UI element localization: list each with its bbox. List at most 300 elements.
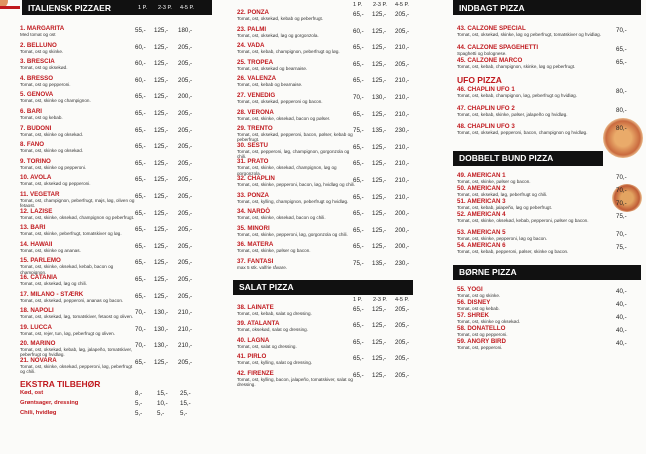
item-title: AMERICAN 6 <box>467 242 506 249</box>
size-label-3: 4-5 P. <box>180 4 194 11</box>
price-1: 65,- <box>353 355 364 363</box>
ufo-pizza-title: UFO PIZZA <box>457 75 502 85</box>
menu-item <box>0 257 212 274</box>
menu-item <box>233 337 445 354</box>
item-description: Tomat, ost, kebab, salat og dressing. <box>237 310 312 316</box>
price-1: 60,- <box>135 76 146 84</box>
menu-item <box>233 142 445 159</box>
item-number: 17. <box>20 290 29 298</box>
price-2: 130,- <box>154 309 169 317</box>
item-description: Tomat, ost, skinke, pepperoni, bacon, løg, hvidløg og chili. <box>237 181 355 187</box>
item-description: Tomat, ost, skinke, oksekød, bacon og pølser. <box>237 115 331 121</box>
price-3: 210,- <box>178 309 193 317</box>
salat-pizza-title: SALAT PIZZA <box>239 282 294 292</box>
item-title: MILANO - STÆRK <box>30 290 84 298</box>
item-description: Tomat, ost, kebab, pepperoni, pølser, skinke og bacon. <box>457 249 569 254</box>
price-2: 125,- <box>154 242 169 250</box>
item-description: Tomat, ost, rejer, tun, løg, peberfrugt og oliven. <box>20 330 115 336</box>
item-description: Tomat, ost, skinke, oksekød, champignon og peberfrugt. <box>20 214 135 220</box>
menu-item <box>453 299 643 312</box>
italian-pizza-title: ITALIENSK PIZZAER <box>28 2 111 13</box>
item-number: 43. <box>457 25 466 32</box>
size-label-3: 4-5 P. <box>395 296 409 303</box>
right-pizza-column <box>453 0 643 351</box>
item-name <box>237 26 445 33</box>
size-label-1: 1 P. <box>138 4 148 11</box>
item-number: 9. <box>20 157 26 165</box>
menu-item <box>233 125 445 142</box>
middle-pizza-column <box>233 0 445 386</box>
salat-size-labels <box>233 295 445 304</box>
price-1: 70,- <box>135 325 146 333</box>
item-number: 50. <box>457 184 466 192</box>
item-description: Tomat, ost, oksekød, skinke, løg og peberfrugt, tomatskiver og hvidløg. <box>457 32 601 37</box>
price-1: 65,- <box>353 143 364 151</box>
item-title: FANTASI <box>247 257 274 265</box>
menu-item <box>453 123 643 142</box>
size-label-2: 2-3 P. <box>373 2 387 8</box>
item-description: Tomat, ost og pepperoni. <box>457 331 508 337</box>
menu-item <box>233 192 445 209</box>
item-name <box>237 370 445 377</box>
item-description: Tomat, ost, pepperoni, løg, champignon, gorgonzola og chili. <box>237 148 350 159</box>
menu-item <box>453 185 643 198</box>
item-number: 6. <box>20 107 26 115</box>
item-title: AMERICAN 1 <box>467 171 506 179</box>
item-number: 31. <box>237 158 246 166</box>
item-title: LAGNA <box>247 336 270 344</box>
item-number: 39. <box>237 320 246 328</box>
price-3: 205,- <box>395 27 410 35</box>
price-2: 130,- <box>154 325 169 333</box>
item-description: Tomat, ost, oksekød, løg og chili. <box>20 280 87 286</box>
item-number: 3. <box>20 58 26 66</box>
item-description: Tomat, ost, oksekød, løg og gorgonzola. <box>237 32 319 38</box>
item-description: Tomat, ost, oksekød, pepperoni og bacon. <box>237 98 323 104</box>
price-3: 205,- <box>395 355 410 363</box>
price-3: 205,- <box>178 192 193 200</box>
price-2: 125,- <box>154 159 169 167</box>
item-description: Tomat, ost, kebab og bearnaise. <box>237 82 303 88</box>
price-1: 65,- <box>135 159 146 167</box>
price-3: 210,- <box>178 325 193 333</box>
price-1: 65,- <box>353 210 364 218</box>
price-3: 205,- <box>178 358 193 366</box>
item-number: 21. <box>20 356 29 364</box>
price-2: 125,- <box>372 371 387 379</box>
menu-item <box>0 125 212 142</box>
item-description: Spaghetti og bolognese. <box>457 50 507 56</box>
item-number: 8. <box>20 141 26 149</box>
size-label-1: 1 P. <box>353 2 363 8</box>
item-number: 41. <box>237 353 246 361</box>
item-description: Tomat, ost, oksekød, pepperoni, bacon, pølser, kebab og peberfrugt. <box>237 132 353 143</box>
item-number: 45. <box>457 56 466 64</box>
item-name <box>237 109 445 116</box>
born-pizza-header <box>453 265 641 280</box>
item-title: PALMI <box>247 25 267 33</box>
item-description: Tomat, ost, skinke og oksekød. <box>457 318 521 324</box>
price-2: 125,- <box>372 338 387 346</box>
menu-item <box>0 191 212 208</box>
extra-price-3: 15,- <box>180 400 191 408</box>
menu-item <box>233 304 445 321</box>
item-title: MATERA <box>247 241 274 249</box>
price-3: 205,- <box>178 209 193 217</box>
menu-item <box>233 353 445 370</box>
item-title: HAWAII <box>30 240 53 248</box>
price: 70,- <box>616 199 627 207</box>
item-description: Tomat, ost, skinke, oksekød, kebab, pepperoni, pølser og bacon. <box>457 217 589 223</box>
size-label-3: 4-5 P. <box>395 2 409 8</box>
price-3: 210,- <box>395 176 410 184</box>
price-2: 125,- <box>154 192 169 200</box>
item-number: 11. <box>20 190 29 198</box>
price-1: 65,- <box>353 77 364 85</box>
italian-pizza-header <box>22 0 212 15</box>
item-description: Tomat, ost, skinke og ananas. <box>20 247 81 253</box>
item-title: MARINO <box>30 340 56 348</box>
price-3: 205,- <box>178 126 193 134</box>
price-2: 125,- <box>154 209 169 217</box>
price-2: 125,- <box>154 60 169 68</box>
price-1: 65,- <box>135 226 146 234</box>
item-number: 51. <box>457 197 466 205</box>
price-1: 65,- <box>135 275 146 283</box>
menu-item <box>0 357 212 374</box>
menu-item <box>453 44 643 57</box>
price-3: 205,- <box>395 371 410 379</box>
price-3: 205,- <box>395 60 410 68</box>
price-1: 60,- <box>135 43 146 51</box>
price-3: 230,- <box>395 127 410 135</box>
price-2: 130,- <box>372 93 387 101</box>
item-number: 44. <box>457 43 466 51</box>
salat-pizza-header <box>233 280 413 295</box>
item-title: LAINATE <box>247 303 274 311</box>
item-title: YOGI <box>467 285 483 293</box>
price-3: 205,- <box>178 43 193 51</box>
middle-pizza-list <box>233 9 445 275</box>
item-description: Tomat, ost, kylling, bacon, jalapeño, tomatskiver, salat og dressing. <box>237 376 353 388</box>
price-1: 65,- <box>353 371 364 379</box>
item-description: Tomat, ost og pepperoni. <box>20 81 71 87</box>
price-2: 125,- <box>372 11 387 18</box>
item-number: 22. <box>237 9 246 16</box>
menu-item <box>0 307 212 324</box>
price-1: 65,- <box>353 176 364 184</box>
price-2: 125,- <box>372 143 387 151</box>
menu-item <box>233 109 445 126</box>
item-title: PONZA <box>247 191 269 199</box>
extra-price-3: 25,- <box>180 390 191 398</box>
price-2: 125,- <box>154 259 169 267</box>
born-pizza-title: BØRNE PIZZA <box>459 267 517 277</box>
menu-item <box>0 274 212 291</box>
menu-item <box>233 42 445 59</box>
item-title: NARDÒ <box>247 208 271 216</box>
item-number: 56. <box>457 298 466 306</box>
item-number: 4. <box>20 74 26 82</box>
menu-item <box>233 75 445 92</box>
item-description: Tomat, ost, skinke, pølser og bacon. <box>237 248 311 254</box>
menu-item <box>233 158 445 175</box>
price-1: 65,- <box>353 60 364 68</box>
item-name <box>237 125 445 135</box>
item-number: 32. <box>237 174 246 182</box>
size-label-2: 2-3 P. <box>158 4 172 11</box>
item-number: 38. <box>237 303 246 311</box>
dobbelt-pizza-header <box>453 151 603 166</box>
item-number: 5. <box>20 91 26 99</box>
menu-item <box>453 198 643 211</box>
item-title: FANO <box>26 141 45 149</box>
item-title: AMERICAN 2 <box>467 184 506 192</box>
price-3: 200,- <box>178 93 193 101</box>
price-2: 135,- <box>372 127 387 135</box>
price-3: 205,- <box>178 292 193 300</box>
item-description: Tomat, ost og kebab. <box>20 114 63 120</box>
item-description: Med tomat og ost <box>20 32 56 37</box>
item-name <box>237 142 445 149</box>
extra-name: Chili, hvidløg <box>20 410 57 417</box>
menu-item <box>453 86 643 105</box>
item-number: 40. <box>237 336 246 344</box>
item-title: CHAPLIN UFO 2 <box>467 104 515 112</box>
item-description: Tomat, ost, skinke, pepperoni, løg, gorgonzola og chili. <box>237 231 348 237</box>
price-3: 200,- <box>395 210 410 218</box>
item-title: BELLUNO <box>26 41 57 49</box>
price-2: 125,- <box>154 176 169 184</box>
indbagt-pizza-header <box>453 0 641 15</box>
price-2: 125,- <box>372 226 387 234</box>
menu-item <box>233 258 445 275</box>
price: 40,- <box>616 326 627 334</box>
item-description: Tomat, ost, skinke og oksekød. <box>20 148 84 154</box>
item-description: Tomat, ost, kebab, jalapeño, løg og peberfrugt. <box>457 204 552 210</box>
item-title: CALZONE SPAGEHETTI <box>467 43 539 51</box>
price-1: 65,- <box>135 192 146 200</box>
price-3: 210,- <box>395 143 410 151</box>
item-number: 58. <box>457 324 466 332</box>
menu-item <box>0 141 212 158</box>
price-2: 125,- <box>372 355 387 363</box>
item-title: DONATELLO <box>467 324 506 332</box>
price-2: 125,- <box>154 109 169 117</box>
item-number: 16. <box>20 273 29 281</box>
item-number: 15. <box>20 257 29 265</box>
price-2: 125,- <box>372 27 387 35</box>
menu-item <box>233 241 445 258</box>
item-number: 34. <box>237 208 246 216</box>
item-name <box>237 304 445 311</box>
item-number: 24. <box>237 42 246 50</box>
extra-name: Kød, ost <box>20 390 44 397</box>
menu-item <box>0 42 212 59</box>
menu-item <box>0 324 212 341</box>
item-name <box>237 9 445 16</box>
menu-item <box>453 211 643 230</box>
extra-name: Grøntsager, dressing <box>20 400 79 407</box>
item-number: 33. <box>237 191 246 199</box>
price-2: 125,- <box>372 243 387 251</box>
item-title: DISNEY <box>467 298 491 306</box>
item-title: BUDONI <box>26 124 52 132</box>
item-title: AMERICAN 3 <box>467 197 506 205</box>
item-description: Tomat, ost og kebab. <box>457 305 500 311</box>
extra-item <box>0 390 212 400</box>
price-3: 210,- <box>178 342 193 350</box>
item-title: VERONA <box>247 108 274 116</box>
price-2: 125,- <box>372 305 387 313</box>
extras-title: EKSTRA TILBEHØR <box>20 379 101 390</box>
item-name <box>237 258 445 265</box>
price-2: 125,- <box>154 143 169 151</box>
price-1: 65,- <box>135 209 146 217</box>
price-3: 180,- <box>178 27 193 34</box>
item-description: Tomat, ost, kylling, champignon, peberfrugt og hvidløg. <box>237 198 349 204</box>
item-number: 37. <box>237 257 246 265</box>
extras-list <box>0 390 212 420</box>
item-title: VENEDIG <box>247 91 276 99</box>
item-number: 30. <box>237 141 246 149</box>
indbagt-pizza-list <box>453 25 643 75</box>
extra-item <box>0 410 212 420</box>
item-title: PONZA <box>247 9 269 16</box>
item-description: Tomat, ost, oksekød, løg, peberfrugt og chili. <box>457 191 548 197</box>
item-number: 12. <box>20 207 29 215</box>
price-2: 125,- <box>154 43 169 51</box>
item-title: NOVARA <box>30 356 57 364</box>
price-2: 135,- <box>372 259 387 267</box>
price-3: 205,- <box>395 322 410 330</box>
menu-item <box>0 25 212 42</box>
item-number: 55. <box>457 285 466 293</box>
item-title: CHAPLIN UFO 3 <box>467 123 515 130</box>
menu-item <box>0 58 212 75</box>
price: 80,- <box>616 125 627 132</box>
item-title: PIRLO <box>247 353 267 361</box>
price-3: 200,- <box>395 243 410 251</box>
price: 70,- <box>616 186 627 194</box>
price-2: 125,- <box>154 226 169 234</box>
indbagt-pizza-title: INDBAGT PIZZA <box>459 2 525 13</box>
price: 40,- <box>616 300 627 308</box>
menu-item <box>0 241 212 258</box>
price-1: 75,- <box>353 259 364 267</box>
price-1: 65,- <box>353 243 364 251</box>
price-2: 125,- <box>154 275 169 283</box>
item-description: Tomat, ost, skinke, oksekød, champignon, løg og gorgonzola. <box>237 165 337 176</box>
born-pizza-list <box>453 286 643 351</box>
extra-price-2: 10,- <box>157 400 168 408</box>
item-title: BARI <box>30 224 46 232</box>
price-2: 125,- <box>154 76 169 84</box>
price-1: 65,- <box>353 11 364 18</box>
item-number: 7. <box>20 124 26 132</box>
item-title: FIRENZE <box>247 369 274 377</box>
price-1: 65,- <box>135 259 146 267</box>
item-title: CHAPLIN UFO 1 <box>467 86 515 93</box>
price-3: 205,- <box>178 76 193 84</box>
item-description: Tomat, ost, skinke, peberfrugt, tomatskiver og løg. <box>20 231 122 237</box>
item-description: max 5 stk. valfrie råvare. <box>237 264 288 270</box>
item-name <box>237 337 445 344</box>
dobbelt-pizza-title: DOBBELT BUND PIZZA <box>459 153 554 163</box>
price-1: 65,- <box>135 93 146 101</box>
price-1: 60,- <box>353 27 364 35</box>
price-2: 125,- <box>154 27 169 34</box>
price-3: 205,- <box>178 275 193 283</box>
price-2: 125,- <box>154 93 169 101</box>
menu-item <box>453 325 643 338</box>
item-number: 1. <box>20 25 26 32</box>
menu-item <box>233 92 445 109</box>
header-red-accent <box>0 6 20 9</box>
price-3: 205,- <box>178 60 193 68</box>
price-2: 125,- <box>372 210 387 218</box>
dobbelt-pizza-list <box>453 172 643 261</box>
menu-item <box>233 175 445 192</box>
item-number: 42. <box>237 369 246 377</box>
price-1: 65,- <box>353 44 364 52</box>
price-1: 65,- <box>353 193 364 201</box>
price-1: 65,- <box>353 110 364 118</box>
menu-item <box>453 25 643 44</box>
extra-price-1: 8,- <box>135 390 143 398</box>
price-3: 205,- <box>178 159 193 167</box>
price: 75,- <box>616 212 627 220</box>
item-title: AVOLA <box>30 174 52 182</box>
price: 65,- <box>616 45 627 53</box>
item-number: 28. <box>237 108 246 116</box>
item-description: Tomat, ost, skinke og pepperoni. <box>20 164 87 170</box>
middle-size-labels <box>233 0 445 9</box>
item-description: Tomat, oksekød, salat og dressing. <box>237 327 308 333</box>
price-2: 125,- <box>154 126 169 134</box>
price-3: 200,- <box>395 226 410 234</box>
menu-item <box>0 75 212 92</box>
price: 80,- <box>616 106 627 114</box>
item-name <box>237 158 445 168</box>
price-3: 205,- <box>395 305 410 313</box>
menu-item <box>233 59 445 76</box>
price-1: 60,- <box>135 60 146 68</box>
item-description: Tomat, ost og oksekød. <box>20 65 68 71</box>
item-title: CHAPLIN <box>247 174 275 182</box>
item-number: 35. <box>237 224 246 232</box>
item-title: PRATO <box>247 158 269 166</box>
menu-item <box>233 225 445 242</box>
item-number: 36. <box>237 241 246 249</box>
menu-item <box>233 208 445 225</box>
item-description: Tomat, ost, skinke, oksekød, bacon og chili. <box>237 215 326 221</box>
price-3: 205,- <box>178 176 193 184</box>
item-number: 48. <box>457 123 466 130</box>
price-2: 125,- <box>372 110 387 118</box>
menu-item <box>453 57 643 76</box>
item-title: MARGARITA <box>26 25 65 32</box>
menu-item <box>0 108 212 125</box>
price: 80,- <box>616 88 627 95</box>
ufo-pizza-list <box>453 86 643 142</box>
item-name <box>237 92 445 99</box>
price: 75,- <box>616 244 627 251</box>
item-description: Tomat, ost, oksekød, kebab, løg, jalapeño, tomatskiver, peberfrugt og hvidløg. <box>20 347 133 358</box>
item-description: Tomat, ost, skinke og champignon. <box>20 98 91 104</box>
price-1: 65,- <box>135 176 146 184</box>
item-description: Tomat, ost, oksekød og bearnaise. <box>237 65 308 71</box>
